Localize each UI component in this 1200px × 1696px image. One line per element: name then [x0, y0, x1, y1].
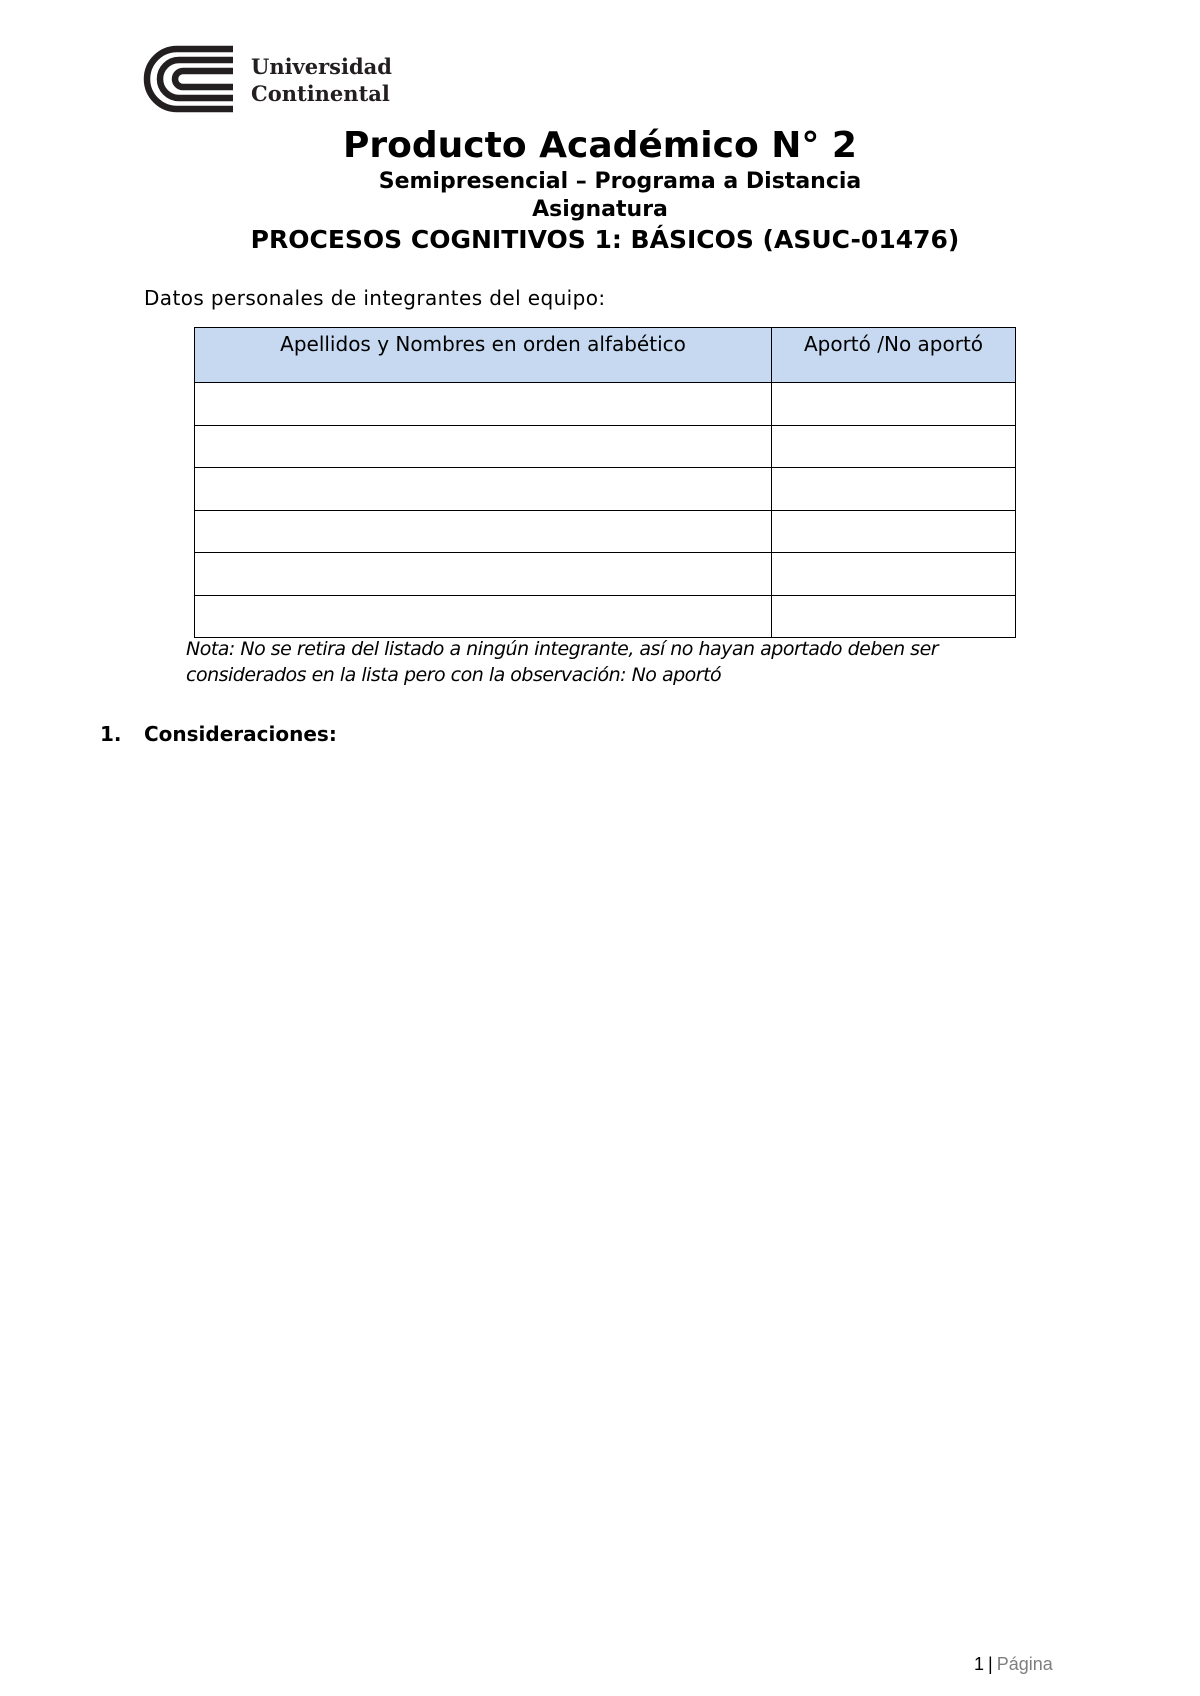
table-header-row [195, 328, 1016, 383]
team-members-table [194, 327, 1016, 638]
column-header-names: Apellidos y Nombres en orden alfabético [195, 328, 772, 383]
logo-line-2: Continental [251, 81, 390, 106]
table-row [195, 425, 1016, 468]
document-subtitle: Semipresencial – Programa a Distancia [378, 169, 862, 194]
name-cell[interactable] [195, 468, 772, 511]
contribution-cell[interactable] [772, 553, 1016, 596]
table-row [195, 510, 1016, 553]
table-note-line-2: considerados en la lista pero con la observación: No aportó [186, 664, 722, 686]
footer-separator: | [988, 1654, 993, 1674]
contribution-cell[interactable] [772, 425, 1016, 468]
name-cell[interactable] [195, 383, 772, 426]
section-heading [100, 720, 337, 748]
logo-wordmark [251, 53, 392, 107]
table-row [195, 595, 1016, 638]
logo-line-1: Universidad [251, 54, 392, 79]
contribution-cell[interactable] [772, 595, 1016, 638]
contribution-cell[interactable] [772, 510, 1016, 553]
name-cell[interactable] [195, 510, 772, 553]
page-footer [974, 1652, 1053, 1676]
name-cell[interactable] [195, 425, 772, 468]
university-logo [143, 45, 393, 115]
name-cell[interactable] [195, 595, 772, 638]
table-note [186, 636, 1066, 688]
table-row [195, 468, 1016, 511]
column-header-contribution: Aportó /No aportó [772, 328, 1016, 383]
subject-label: Asignatura [532, 197, 668, 222]
name-cell[interactable] [195, 553, 772, 596]
document-title: Producto Académico N° 2 [343, 125, 857, 166]
subject-name: PROCESOS COGNITIVOS 1: BÁSICOS (ASUC-01476) [250, 225, 960, 254]
page-number: 1 [974, 1654, 985, 1674]
section-title: Consideraciones: [144, 722, 337, 746]
table-note-line-1: Nota: No se retira del listado a ningún integrante, así no hayan aportado deben ser [186, 638, 939, 660]
page-label: Página [996, 1654, 1053, 1674]
university-logo-icon [143, 45, 235, 113]
contribution-cell[interactable] [772, 468, 1016, 511]
table-row [195, 553, 1016, 596]
team-section-label: Datos personales de integrantes del equipo: [144, 286, 606, 310]
section-number: 1. [100, 722, 122, 746]
contribution-cell[interactable] [772, 383, 1016, 426]
table-row [195, 383, 1016, 426]
